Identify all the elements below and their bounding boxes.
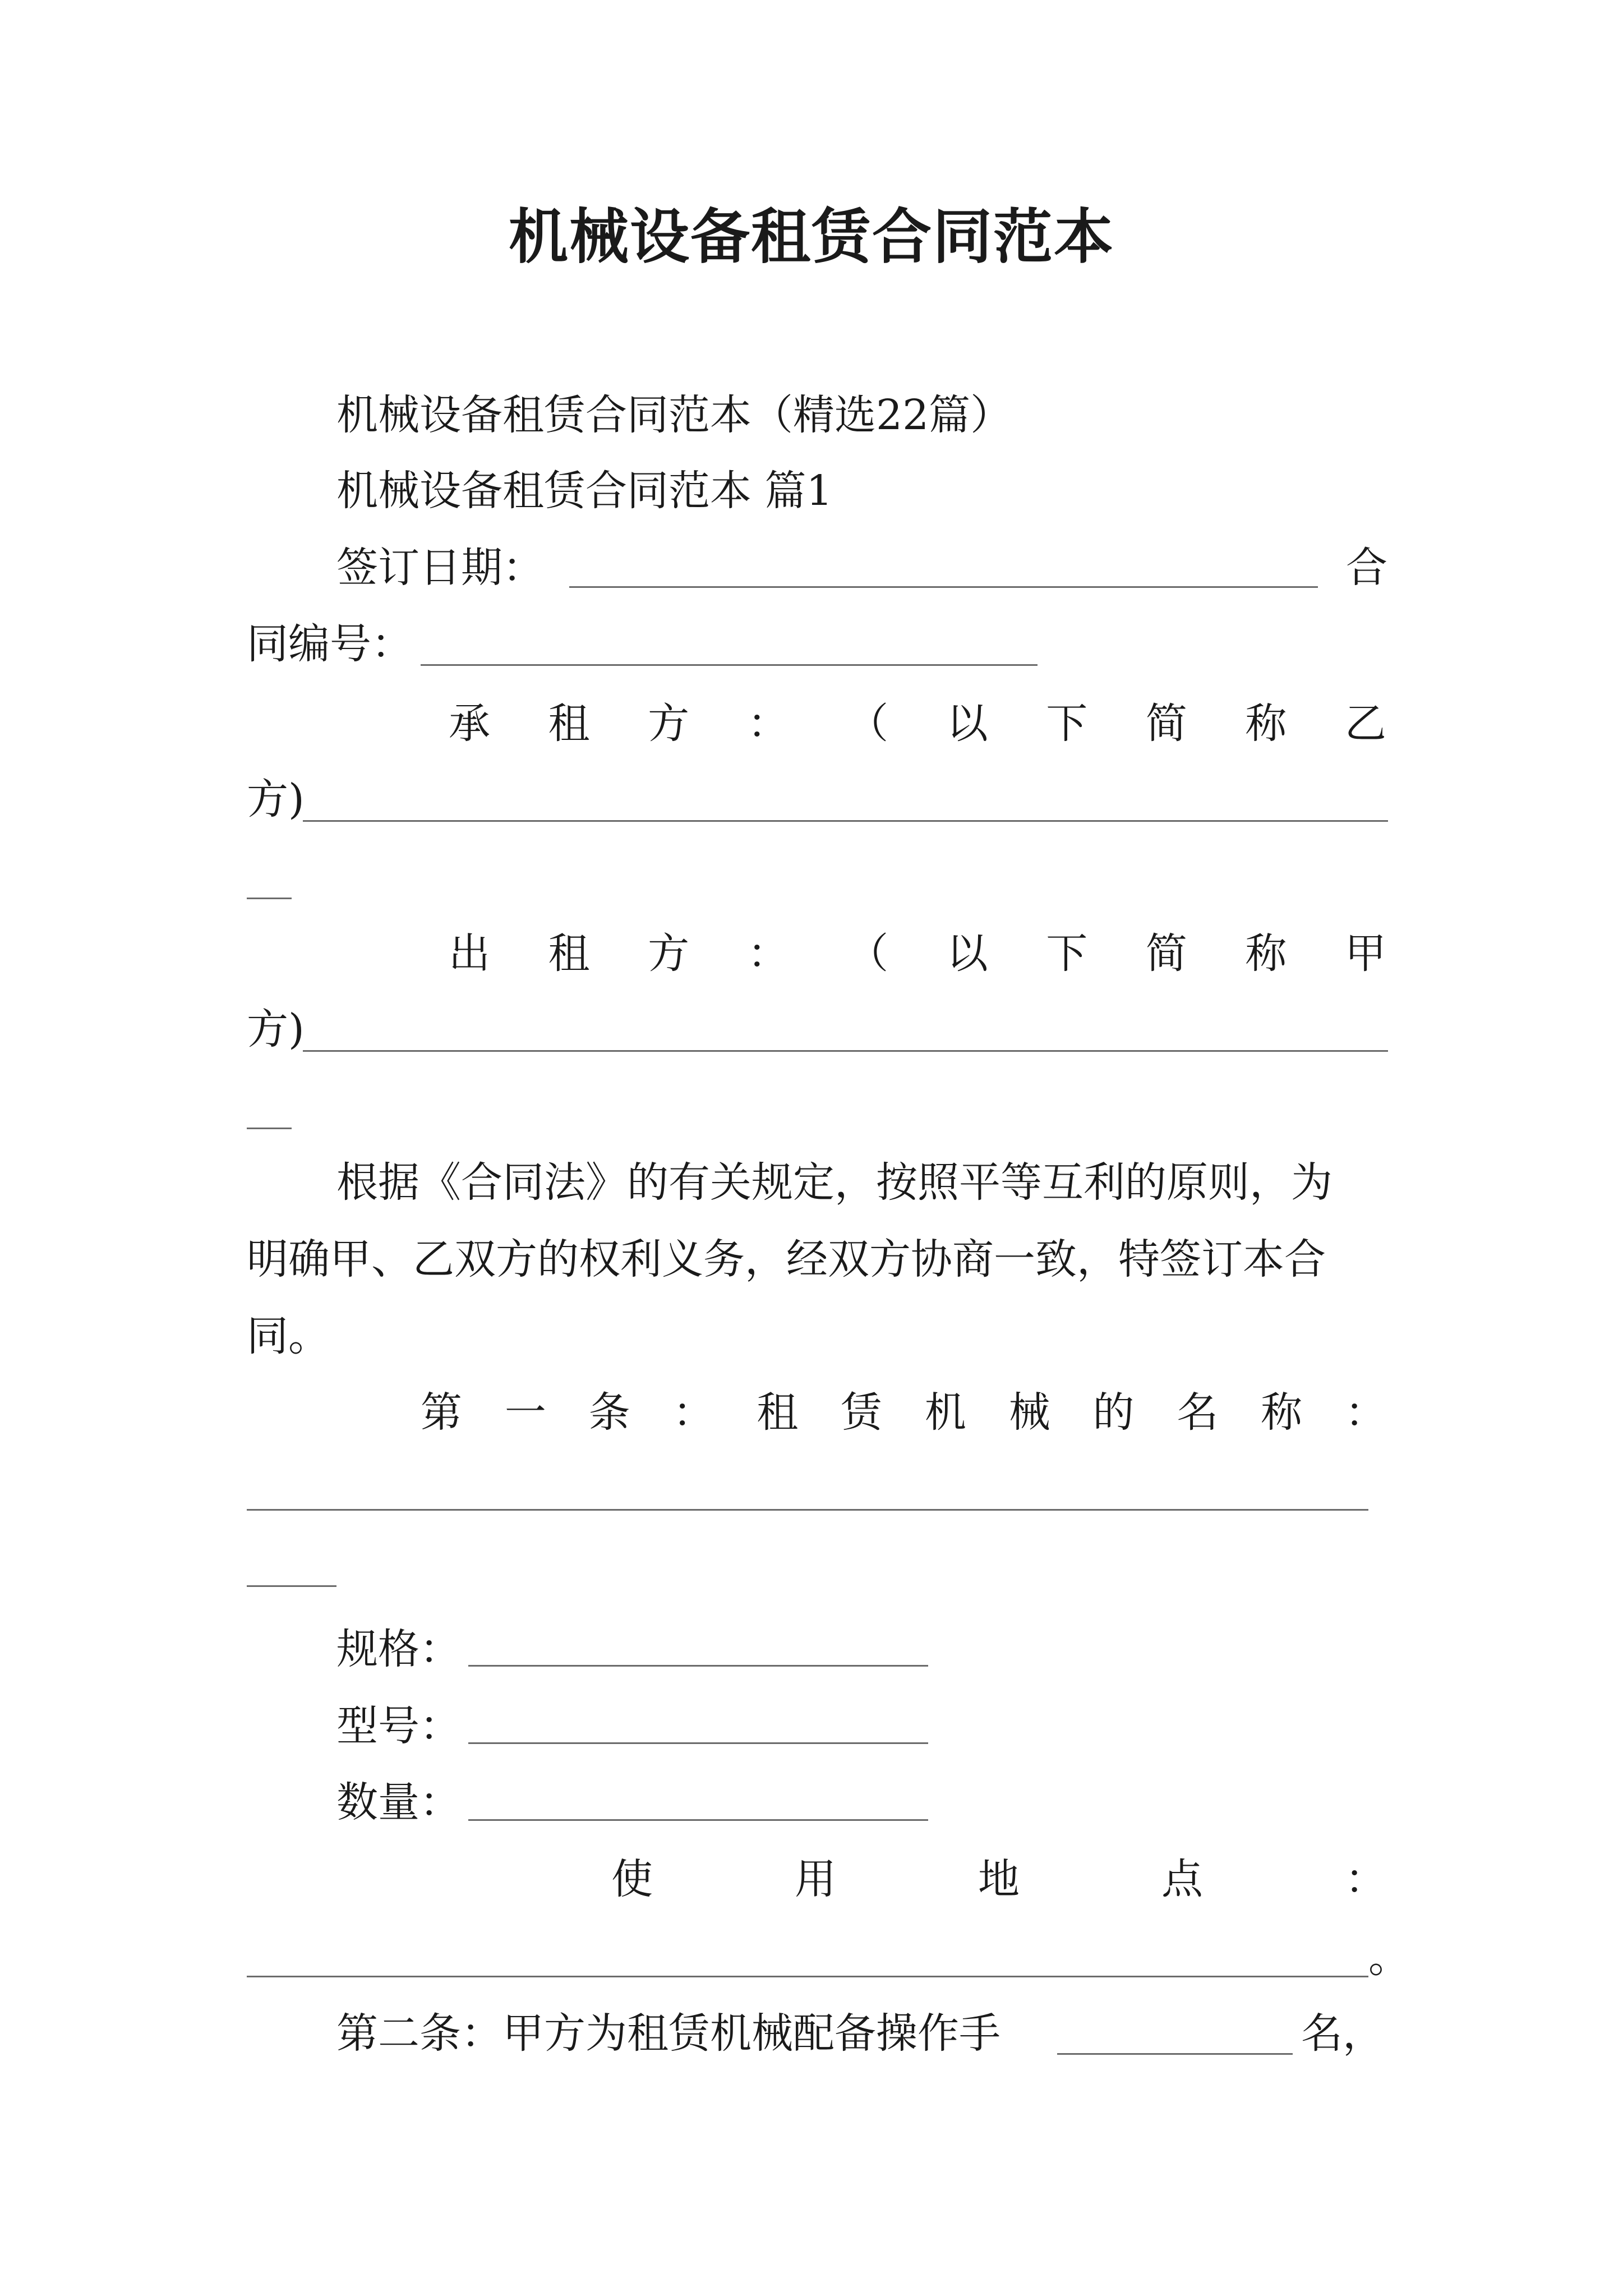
article1-char: 称 [1261,1388,1303,1437]
lessee-char: 以 [946,700,988,748]
contract-no-label-part1: 合 [1346,544,1387,592]
lessor-char: 简 [1145,930,1187,978]
article1-char: ： [672,1388,714,1437]
lessor-char: 出 [449,930,490,978]
contract-no-label: 同编号： [247,620,413,668]
lessee-char: （ [847,700,889,748]
lessor-end: 方) [247,1005,305,1053]
lessor-char: ： [747,930,789,978]
operator-count-blank[interactable] [1057,2053,1293,2055]
lessee-label-row [449,696,1386,752]
lessor-blank-tail[interactable] [247,1128,292,1129]
location-end: 。 [1368,1934,1410,1982]
model-label: 型号： [336,1702,461,1750]
article1-label-row [421,1384,1386,1441]
location-char: 用 [795,1855,836,1903]
quantity-label: 数量： [336,1778,461,1826]
spec-label: 规格： [336,1625,461,1673]
sign-date-label: 签订日期： [336,544,544,592]
lessor-char: 方 [648,930,690,978]
lessor-label-row [449,926,1386,982]
machine-name-blank[interactable] [247,1509,1368,1511]
paragraph-line: 根据《合同法》的有关规定，按照平等互利的原则，为 [336,1158,1332,1207]
lessor-char: 下 [1046,930,1088,978]
section-heading: 机械设备租赁合同范本 篇1 [336,467,833,515]
lessor-char: 甲 [1344,930,1386,978]
lessor-char: 称 [1245,930,1287,978]
article1-char: ： [1344,1388,1386,1437]
document-title: 机械设备租赁合同范本 [509,201,1114,272]
location-char: ： [1345,1855,1386,1903]
location-char: 地 [978,1855,1020,1903]
location-char: 使 [611,1855,653,1903]
lessee-char: 租 [548,700,590,748]
lessee-end: 方) [247,775,305,823]
location-char: 点 [1161,1855,1203,1903]
machine-name-blank-tail[interactable] [247,1585,336,1587]
lessee-char: 下 [1046,700,1088,748]
lessor-blank[interactable] [303,1050,1388,1052]
lessee-char: 简 [1145,700,1187,748]
lessee-char: 承 [449,700,490,748]
paragraph-line: 同。 [247,1312,330,1360]
article1-char: 租 [757,1388,799,1437]
article1-char: 械 [1008,1388,1050,1437]
model-blank[interactable] [468,1742,928,1744]
location-blank[interactable] [247,1976,1368,1977]
article2-text: 第二条：甲方为租赁机械配备操作手 [336,2009,1000,2058]
location-label-row [611,1851,1386,1907]
lessor-char: 以 [946,930,988,978]
article1-char: 一 [504,1388,546,1437]
article1-char: 名 [1177,1388,1219,1437]
lessee-blank-tail[interactable] [247,898,292,899]
subtitle: 机械设备租赁合同范本（精选22篇） [336,391,1012,439]
article1-char: 条 [588,1388,630,1437]
article1-char: 第 [421,1388,462,1437]
lessee-blank[interactable] [303,820,1388,822]
article1-char: 机 [924,1388,966,1437]
lessor-char: （ [847,930,889,978]
article1-char: 的 [1092,1388,1135,1437]
spec-blank[interactable] [468,1665,928,1667]
contract-no-blank[interactable] [421,664,1038,666]
paragraph-line: 明确甲、乙双方的权利义务，经双方协商一致，特签订本合 [247,1235,1326,1283]
quantity-blank[interactable] [468,1819,928,1821]
article1-char: 赁 [841,1388,883,1437]
sign-date-blank[interactable] [569,586,1318,588]
lessee-char: 称 [1245,700,1287,748]
lessee-char: 方 [648,700,690,748]
lessee-char: ： [747,700,789,748]
lessor-char: 租 [548,930,590,978]
article2-end: 名， [1301,2009,1384,2058]
lessee-char: 乙 [1344,700,1386,748]
